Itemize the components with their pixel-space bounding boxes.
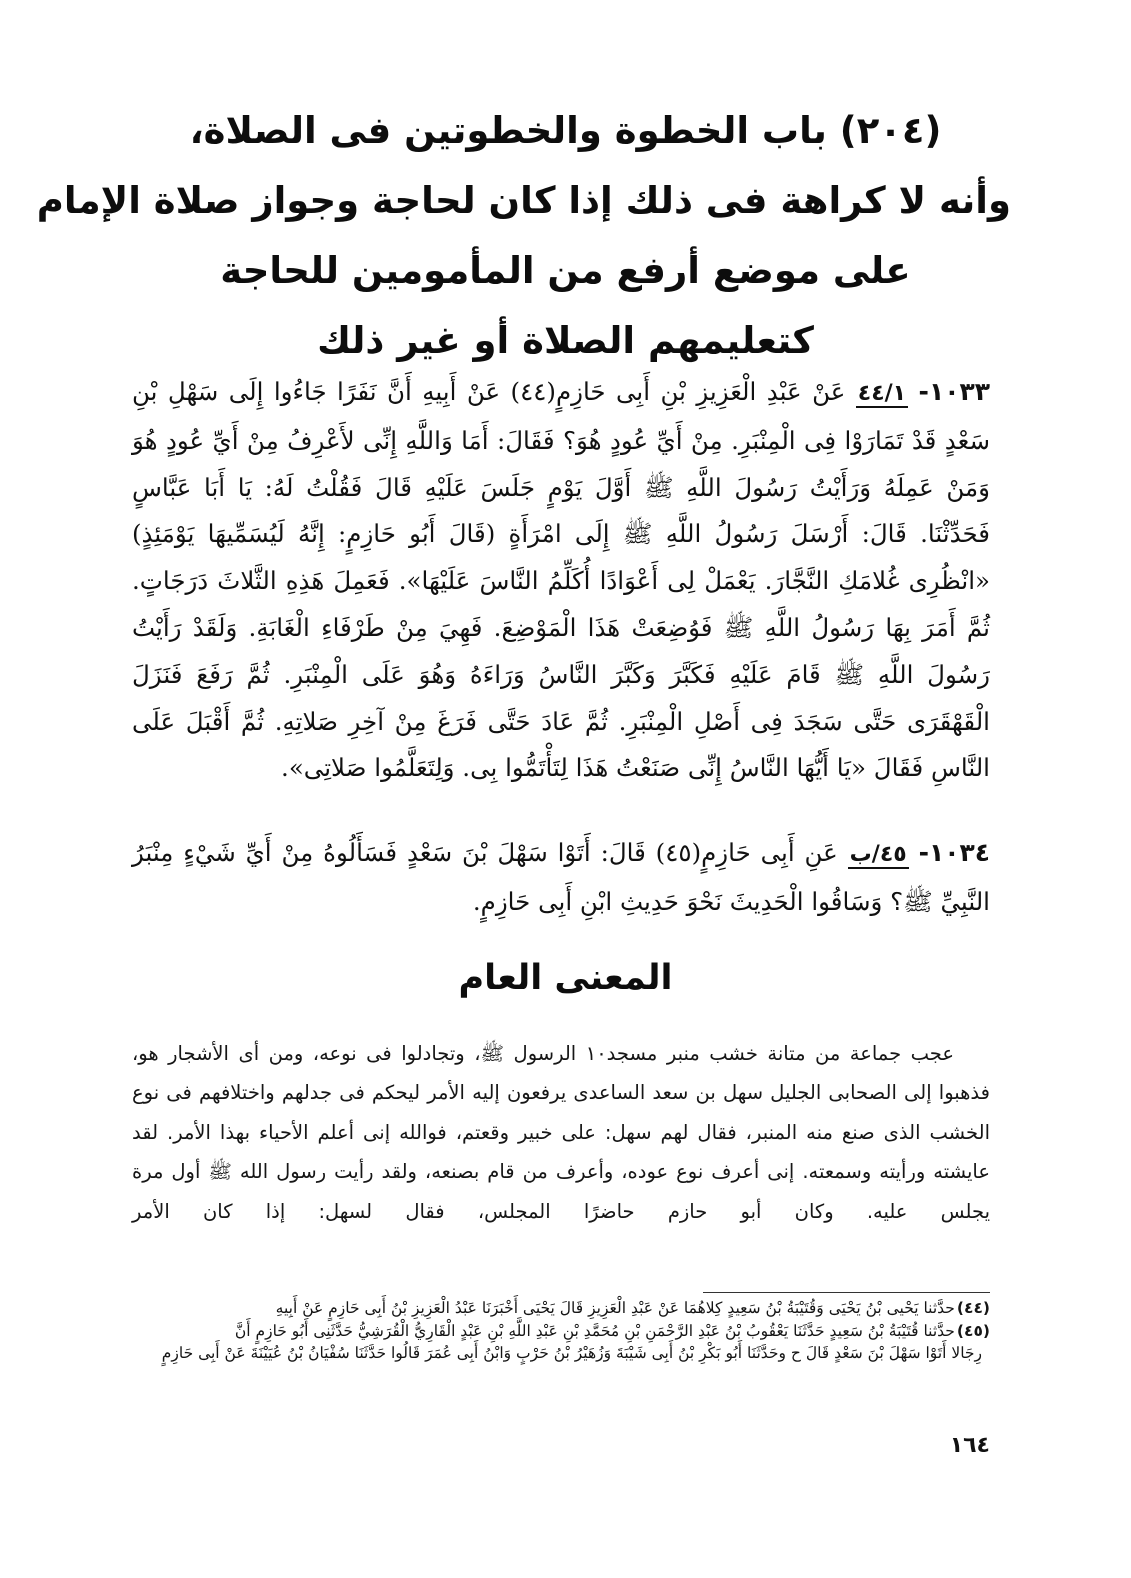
footnote-divider (703, 1292, 990, 1293)
hadith-number: ١٠٣٤- (918, 838, 990, 867)
chapter-heading-line-4: كتعليمهم الصلاة أو غير ذلك (317, 319, 814, 362)
hadith-1034 (132, 830, 990, 926)
section-title: المعنى العام (458, 958, 673, 998)
footnote-45 (132, 1320, 990, 1343)
footnote-label: (٤٤) (956, 1299, 990, 1317)
footnote-text: حدَّثنا قُتَيْبَةُ بْنُ سَعِيدٍ حَدَّثَنَا يَعْقُوبُ بْنُ عَبْدِ الرَّحْمَنِ بْنِ مُحَمَّدِ بْنِ عَبْدِ اللَّهِ بْنِ عَبْدٍ الْقَارِيُّ الْقُرَشِيُّ حَدَّثَنِى أَبُو حَازِمٍ أَنَّ (234, 1321, 955, 1340)
chapter-heading-line-1: (٢٠٤) باب الخطوة والخطوتين فى الصلاة، (189, 109, 942, 152)
general-meaning-paragraph: عجب جماعة من متانة خشب منبر مسجد١٠ الرسول ﷺ، وتجادلوا فى نوعه، ومن أى الأشجار هو، فذهبوا إلى الصحابى الجليل سهل بن سعد الساعدى يرفعون إليه الأمر ليحكم فى جدلهم واختلافهم فى نوع الخشب الذى صنع منه المنبر، فقال لهم سهل: على خبير وقعتم، فوالله إنى أعلم الأحياء بهذا الأمر. لقد عايشته ورأيته وسمعته. إنى أعرف نوع عوده، وأعرف من قام بصنعه، ولقد رأيت رسول الله ﷺ أول مرة يجلس عليه. وكان أبو حازم حاضرًا المجلس، فقال لسهل: إذا كان الأمر (132, 1042, 990, 1223)
hadith-reference-mark: ٤٤/١ (857, 381, 907, 406)
chapter-heading-line-2: وأنه لا كراهة فى ذلك إذا كان لحاجة وجواز صلاة الإمام (36, 179, 1011, 222)
chapter-heading-line-3: على موضع أرفع من المأمومين للحاجة (220, 249, 911, 292)
footnote-44 (132, 1297, 990, 1320)
page-number: ١٦٤ (949, 1433, 990, 1458)
hadith-text: عَنِ أَبِى حَازِمٍ(٤٥) قَالَ: أَتَوْا سَهْلَ بْنَ سَعْدٍ فَسَأَلُوهُ مِنْ أَيِّ شَيْءٍ مِنْبَرُ النَّبِيِّ ﷺ؟ وَسَاقُوا الْحَدِيثَ نَحْوَ حَدِيثِ ابْنِ أَبِى حَازِمٍ. (132, 838, 990, 916)
footnotes (132, 1297, 990, 1365)
hadith-text: عَنْ عَبْدِ الْعَزِيزِ بْنِ أَبِى حَازِمٍ(٤٤) عَنْ أَبِيهِ أَنَّ نَفَرًا جَاءُوا إِلَى سَهْلِ بْنِ سَعْدٍ قَدْ تَمَارَوْا فِى الْمِنْبَرِ. مِنْ أَيِّ عُودٍ هُوَ؟ فَقَالَ: أَمَا وَاللَّهِ إِنِّى لأَعْرِفُ مِنْ أَيِّ عُودٍ هُوَ وَمَنْ عَمِلَهُ وَرَأَيْتُ رَسُولَ اللَّهِ ﷺ أَوَّلَ يَوْمٍ جَلَسَ عَلَيْهِ قَالَ فَقُلْتُ لَهُ: يَا أَبَا عَبَّاسٍ فَحَدِّثْنَا. قَالَ: أَرْسَلَ رَسُولُ اللَّهِ ﷺ إِلَى امْرَأَةٍ (قَالَ أَبُو حَازِمٍ: إِنَّهُ لَيُسَمِّيهَا يَوْمَئِذٍ) «انْظُرِى غُلامَكِ النَّجَّارَ. يَعْمَلْ لِى أَعْوَادًا أُكَلِّمُ النَّاسَ عَلَيْهَا». فَعَمِلَ هَذِهِ الثَّلاثَ دَرَجَاتٍ. ثُمَّ أَمَرَ بِهَا رَسُولُ اللَّهِ ﷺ فَوُضِعَتْ هَذَا الْمَوْضِعَ. فَهِيَ مِنْ طَرْفَاءِ الْغَابَةِ. وَلَقَدْ رَأَيْتُ رَسُولَ اللَّهِ ﷺ قَامَ عَلَيْهِ فَكَبَّرَ وَكَبَّرَ النَّاسُ وَرَاءَهُ وَهُوَ عَلَى الْمِنْبَرِ. ثُمَّ رَفَعَ فَنَزَلَ الْقَهْقَرَى حَتَّى سَجَدَ فِى أَصْلِ الْمِنْبَرِ. ثُمَّ عَادَ حَتَّى فَرَغَ مِنْ آخِرِ صَلاتِهِ. ثُمَّ أَقْبَلَ عَلَى النَّاسِ فَقَالَ «يَا أَيُّهَا النَّاسُ إِنِّى صَنَعْتُ هَذَا لِتَأْتَمُّوا بِى. وَلِتَعَلَّمُوا صَلاتِى». (132, 377, 990, 783)
footnote-45-continuation: رِجَالا أَتَوْا سَهْلَ بْنَ سَعْدٍ قَالَ ح وحَدَّثَنَا أَبُو بَكْرِ بْنُ أَبِى شَيْبَةَ وَزُهَيْرُ بْنُ حَرْبٍ وَابْنُ أَبِى عُمَرَ قَالُوا حَدَّثَنَا سُفْيَانُ بْنُ عُيَيْنَةَ عَنْ أَبِى حَازِمٍ (161, 1344, 982, 1362)
hadith-reference-mark: ٤٥/ب (849, 842, 907, 867)
footnote-label: (٤٥) (956, 1321, 990, 1340)
hadith-number: ١٠٣٣- (918, 377, 990, 406)
footnote-text: حدَّثنا يَحْيى بْنُ يَحْيَى وَقُتَيْبَةُ بْنُ سَعِيدٍ كِلاهُمَا عَنْ عَبْدِ الْعَزِيزِ قَالَ يَحْيَى أَخْبَرَنَا عَبْدُ الْعَزِيزِ بْنُ أَبِى حَازِمٍ عَنْ أَبِيهِ (275, 1299, 955, 1317)
chapter-heading (36, 96, 1011, 376)
hadith-1033 (132, 369, 990, 792)
general-meaning (132, 1034, 990, 1231)
